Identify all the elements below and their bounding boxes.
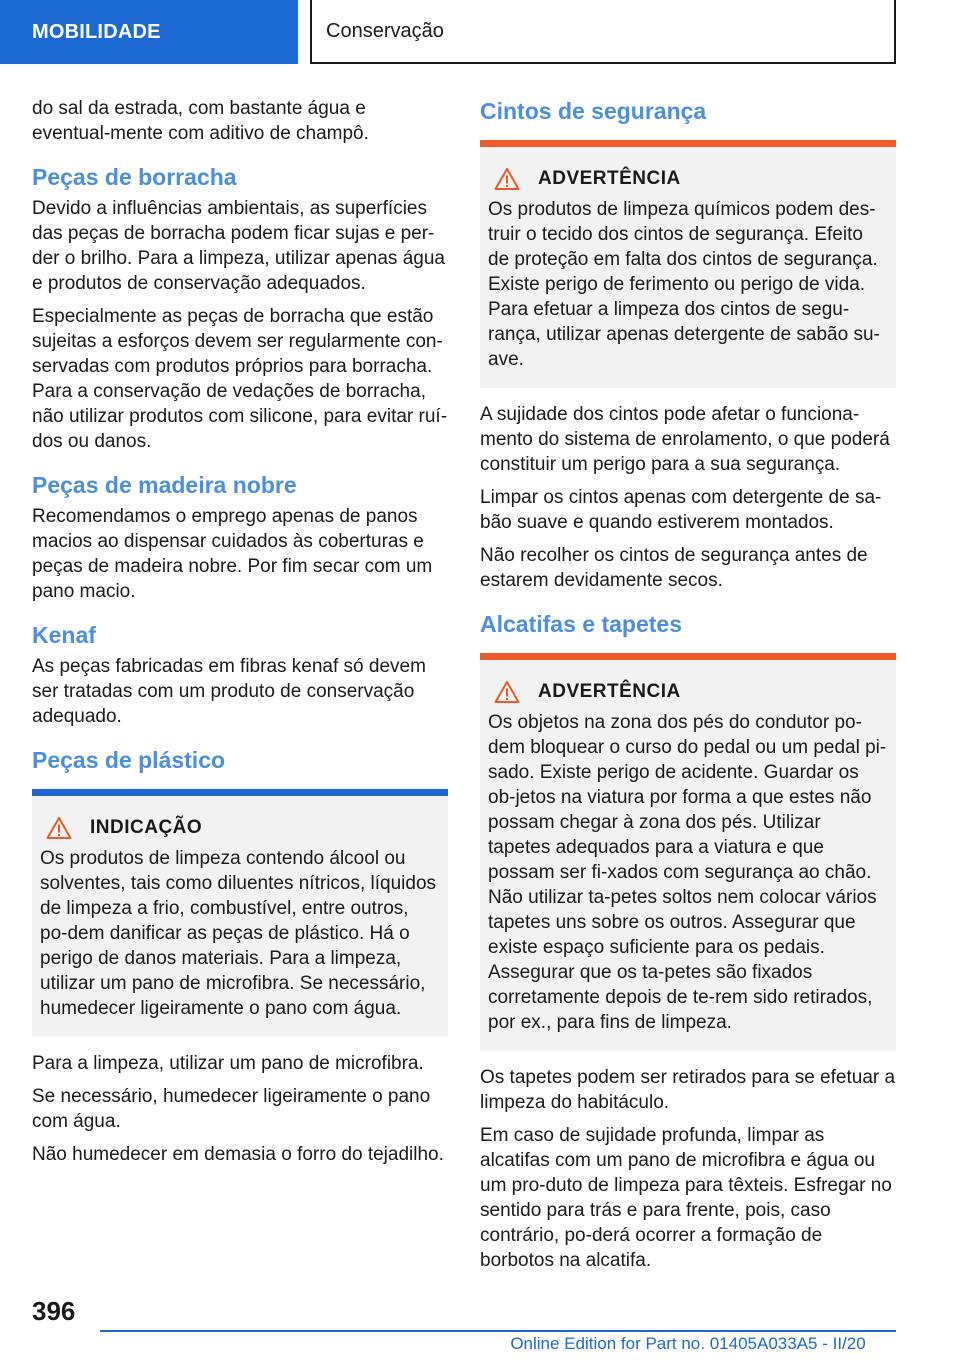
warning-header <box>488 167 888 191</box>
wood-paragraph: Recomendamos o emprego apenas de panos macios ao dispensar cuidados às coberturas e peças de madeira nobre. Por fim secar com um pano macio. <box>32 506 433 602</box>
plastic-paragraph-1: Para a limpeza, utilizar um pano de microfibra. <box>32 1053 424 1074</box>
heading-wood-parts: Peças de madeira nobre <box>32 472 297 498</box>
warning-box-mats <box>480 660 896 1051</box>
warning-bar <box>480 653 896 660</box>
warning-triangle-icon <box>46 816 72 840</box>
heading-kenaf: Kenaf <box>32 622 96 648</box>
warning-text: Os objetos na zona dos pés do condutor po-dem bloquear o curso do pedal ou um pedal pi-sado. Existe perigo de acidente. Guardar os ob-jetos na viatura por forma a que estes não possam chegar à zona dos pés. Utilizar tapetes adequados para a viatura e que possam ser fi-xados com segurança ao chão. Não utilizar ta-petes soltos nem colocar vários tapetes uns sobre os outros. Assegurar que existe espaço suficiente para os pedais. Assegurar que os ta-petes são fixados corretamente depois de te-rem sido retirados, por ex., para fins de limpeza. <box>488 712 887 1033</box>
mats-paragraph-2: Em caso de sujidade profunda, limpar as alcatifas com um pano de microfibra e água ou um pro-duto de limpeza para têxteis. Esfregar no sentido para trás e para frente, pois, caso contrário, po-derá ocorrer a formação de borbotos na alcatifa. <box>480 1125 892 1271</box>
mats-paragraph-1: Os tapetes podem ser retirados para se efetuar a limpeza do habitáculo. <box>480 1067 896 1113</box>
notice-text: Os produtos de limpeza contendo álcool ou solventes, tais como diluentes nítricos, líquidos de limpeza a frio, combustível, entre outros, po-dem danificar as peças de plástico. Há o perigo de danos materiais. Para a limpeza, utilizar um pano de microfibra. Se necessário, humedecer ligeiramente o pano com água. <box>40 848 437 1019</box>
chapter-tab: MOBILIDADE <box>0 0 298 64</box>
plastic-paragraph-3: Não humedecer em demasia o forro do tejadilho. <box>32 1144 444 1165</box>
heading-carpets-mats: Alcatifas e tapetes <box>480 611 682 637</box>
notice-header <box>40 816 440 840</box>
footer-edition: Online Edition for Part no. 01405A033A5 - II/20 <box>510 1334 866 1353</box>
warning-header <box>488 680 888 704</box>
plastic-paragraph-2: Se necessário, humedecer ligeiramente o pano com água. <box>32 1086 431 1132</box>
kenaf-paragraph: As peças fabricadas em fibras kenaf só devem ser tratadas com um produto de conservação adequado. <box>32 656 426 727</box>
belts-paragraph-1: A sujidade dos cintos pode afetar o funciona-mento do sistema de enrolamento, o que poderá constituir um perigo para a sua segurança. <box>480 404 890 475</box>
notice-title: INDICAÇÃO <box>90 817 203 838</box>
page-number: 396 <box>32 1296 76 1326</box>
rubber-paragraph-1: Devido a influências ambientais, as superfícies das peças de borracha podem ficar sujas e per-der o brilho. Para a limpeza, utilizar apenas água e produtos de conservação adequados. <box>32 198 445 294</box>
warning-text: Os produtos de limpeza químicos podem des-truir o tecido dos cintos de segurança. Efeito de proteção em falta dos cintos de segurança. Existe perigo de ferimento ou perigo de vida. Para efetuar a limpeza dos cintos de segu-rança, utilizar apenas detergente de sabão su-ave. <box>488 199 880 370</box>
belts-paragraph-2: Limpar os cintos apenas com detergente de sa-bão suave e quando estiverem montados. <box>480 487 882 533</box>
warning-triangle-icon <box>494 680 520 704</box>
intro-paragraph: do sal da estrada, com bastante água e eventual-mente com aditivo de champô. <box>32 98 369 144</box>
footer-divider <box>100 1330 896 1332</box>
section-title: Conservação <box>310 0 896 64</box>
warning-box-belts <box>480 147 896 388</box>
notice-box <box>32 796 448 1037</box>
rubber-paragraph-2: Especialmente as peças de borracha que estão sujeitas a esforços devem ser regularmente con-servadas com produtos próprios para borracha. Para a conservação de vedações de borracha, não utilizar produtos com silicone, para evitar ruí-dos ou danos. <box>32 306 448 452</box>
warning-bar <box>480 140 896 147</box>
warning-triangle-icon <box>494 167 520 191</box>
warning-title: ADVERTÊNCIA <box>538 681 681 702</box>
belts-paragraph-3: Não recolher os cintos de segurança antes de estarem devidamente secos. <box>480 545 868 591</box>
heading-seat-belts: Cintos de segurança <box>480 98 707 124</box>
right-column <box>480 96 896 1281</box>
heading-rubber-parts: Peças de borracha <box>32 164 237 190</box>
warning-title: ADVERTÊNCIA <box>538 168 681 189</box>
left-column <box>32 96 448 1175</box>
heading-plastic-parts: Peças de plástico <box>32 747 226 773</box>
notice-bar <box>32 789 448 796</box>
